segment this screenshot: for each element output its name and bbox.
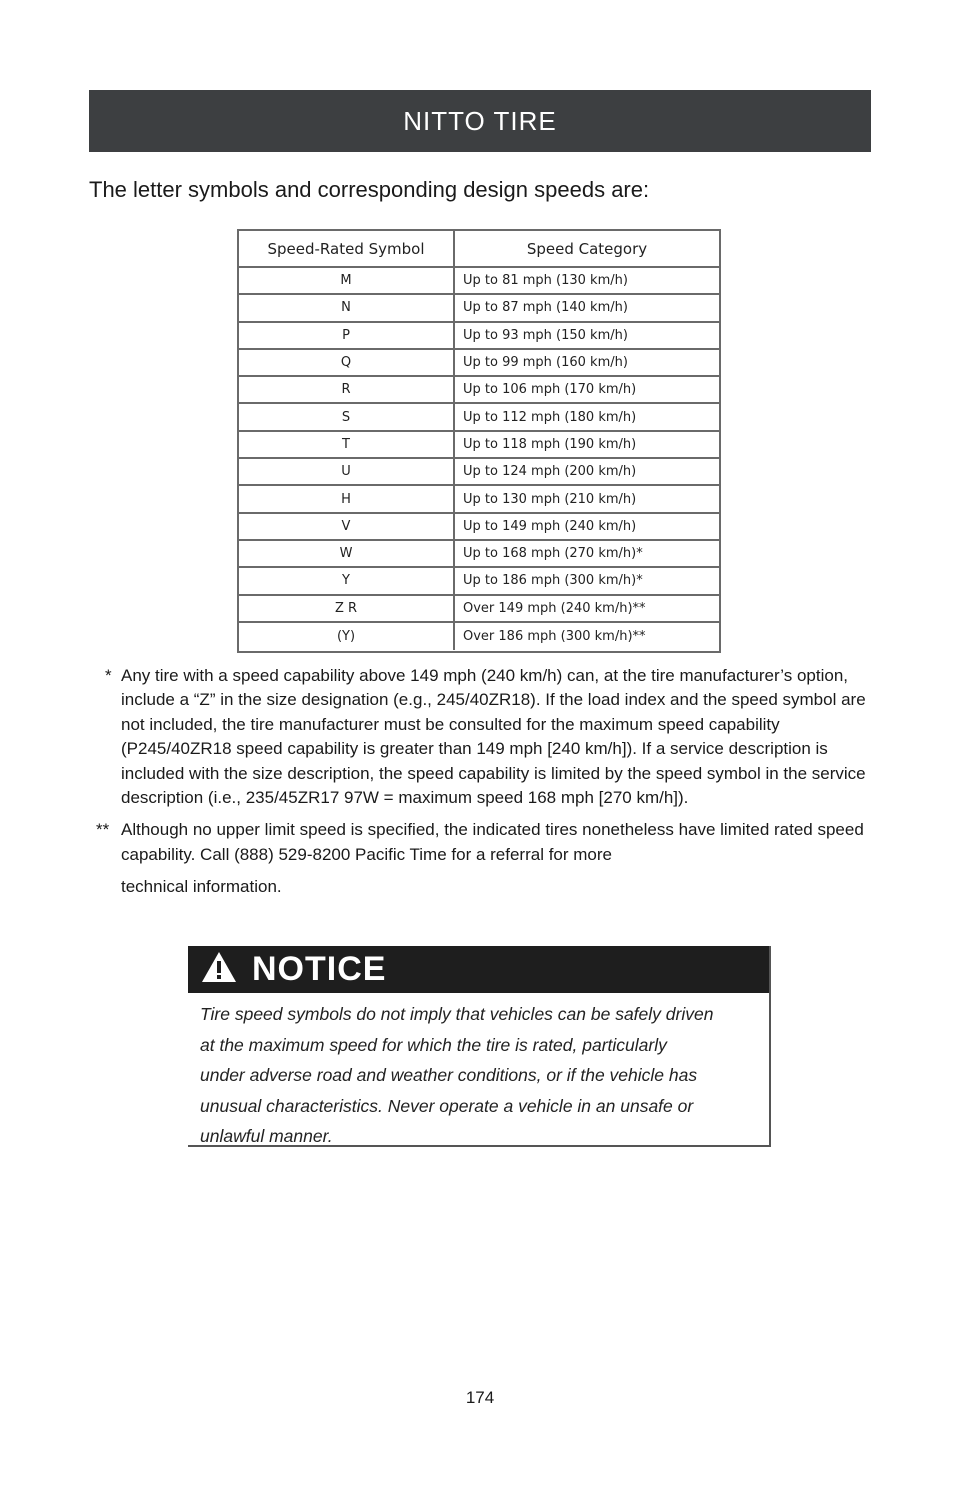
symbol-cell: W	[239, 541, 455, 566]
speed-cell: Up to 87 mph (140 km/h)	[463, 300, 628, 316]
notice-line: under adverse road and weather conditions, or if the vehicle has	[200, 1065, 698, 1085]
notice-line: unlawful manner.	[200, 1126, 333, 1146]
footnote-text-end: technical information.	[121, 877, 282, 897]
speed-cell: Up to 124 mph (200 km/h)	[463, 464, 637, 480]
symbol-cell: V	[239, 514, 455, 539]
symbol-cell: Z R	[239, 596, 455, 621]
symbol-cell: R	[239, 377, 455, 402]
table-row	[239, 295, 719, 322]
notice-header	[188, 946, 769, 993]
page-number: 174	[465, 1388, 495, 1407]
table-row	[239, 350, 719, 377]
speed-cell: Up to 93 mph (150 km/h)	[463, 327, 628, 343]
speed-rating-table	[237, 229, 721, 653]
table-row	[239, 268, 719, 295]
speed-cell: Up to 81 mph (130 km/h)	[463, 273, 628, 289]
notice-box	[188, 946, 771, 1147]
table-row	[239, 432, 719, 459]
speed-cell: Up to 118 mph (190 km/h)	[463, 436, 637, 452]
table-row	[239, 486, 719, 513]
symbol-cell: M	[239, 268, 455, 293]
table-row	[239, 323, 719, 350]
symbol-cell: P	[239, 323, 455, 348]
table-row	[239, 404, 719, 431]
table-header-row	[239, 231, 719, 268]
intro-text: The letter symbols and corresponding design speeds are:	[89, 177, 650, 202]
notice-line: unusual characteristics. Never operate a vehicle in an unsafe or	[200, 1095, 694, 1116]
speed-cell: Up to 168 mph (270 km/h)*	[463, 546, 643, 562]
footnote-marker: **	[96, 820, 110, 840]
notice-line: at the maximum speed for which the tire is rated, particularly	[200, 1034, 667, 1055]
table-row	[239, 377, 719, 404]
speed-cell: Up to 99 mph (160 km/h)	[463, 355, 628, 371]
table-row	[239, 623, 719, 650]
speed-cell: Up to 149 mph (240 km/h)	[463, 518, 637, 534]
notice-body	[188, 993, 769, 1152]
speed-cell: Up to 186 mph (300 km/h)*	[463, 573, 643, 589]
column-header-speed: Speed Category	[526, 239, 648, 258]
speed-cell: Up to 112 mph (180 km/h)	[463, 409, 637, 425]
column-header-symbol: Speed-Rated Symbol	[239, 231, 455, 266]
footnote-text: Although no upper limit speed is specified, the indicated tires nonetheless have limited rated speed capability. Call (888) 529-8200 Pacific Time for a referral for more	[121, 820, 864, 864]
notice-title: NOTICE	[252, 950, 387, 988]
table-row	[239, 514, 719, 541]
warning-triangle-icon	[200, 950, 238, 989]
symbol-cell: H	[239, 486, 455, 511]
table-row	[239, 568, 719, 595]
symbol-cell: S	[239, 404, 455, 429]
page-title: NITTO TIRE	[403, 105, 557, 136]
footnote-single-star	[96, 664, 876, 810]
symbol-cell: Q	[239, 350, 455, 375]
footnote-text: Any tire with a speed capability above 149 mph (240 km/h) can, at the tire manufacturer’s option, include a “Z” in the size designation (e.g., 245/40ZR18). If the load index and the speed symbol are not included, the tire manufacturer must be consulted for the maximum speed capability (P245/40ZR18 speed capability is greater than 149 mph [240 km/h]). If a service description is included with the size description, the speed capability is limited by the speed symbol in the service description (i.e., 235/45ZR17 97W = maximum speed 168 mph [270 km/h]).	[121, 666, 866, 808]
page-header	[89, 90, 871, 152]
table-row	[239, 459, 719, 486]
footnotes	[96, 664, 876, 900]
symbol-cell: (Y)	[239, 623, 455, 650]
footnote-marker: *	[105, 666, 112, 685]
speed-cell: Over 149 mph (240 km/h)**	[463, 600, 646, 616]
symbol-cell: U	[239, 459, 455, 484]
table-row	[239, 541, 719, 568]
table-row	[239, 596, 719, 623]
speed-cell: Over 186 mph (300 km/h)**	[463, 629, 646, 644]
symbol-cell: Y	[239, 568, 455, 593]
speed-cell: Up to 130 mph (210 km/h)	[463, 491, 637, 507]
symbol-cell: N	[239, 295, 455, 320]
footnote-double-star	[96, 818, 876, 899]
symbol-cell: T	[239, 432, 455, 457]
speed-cell: Up to 106 mph (170 km/h)	[463, 382, 637, 398]
notice-line: Tire speed symbols do not imply that vehicles can be safely driven	[200, 1004, 714, 1024]
